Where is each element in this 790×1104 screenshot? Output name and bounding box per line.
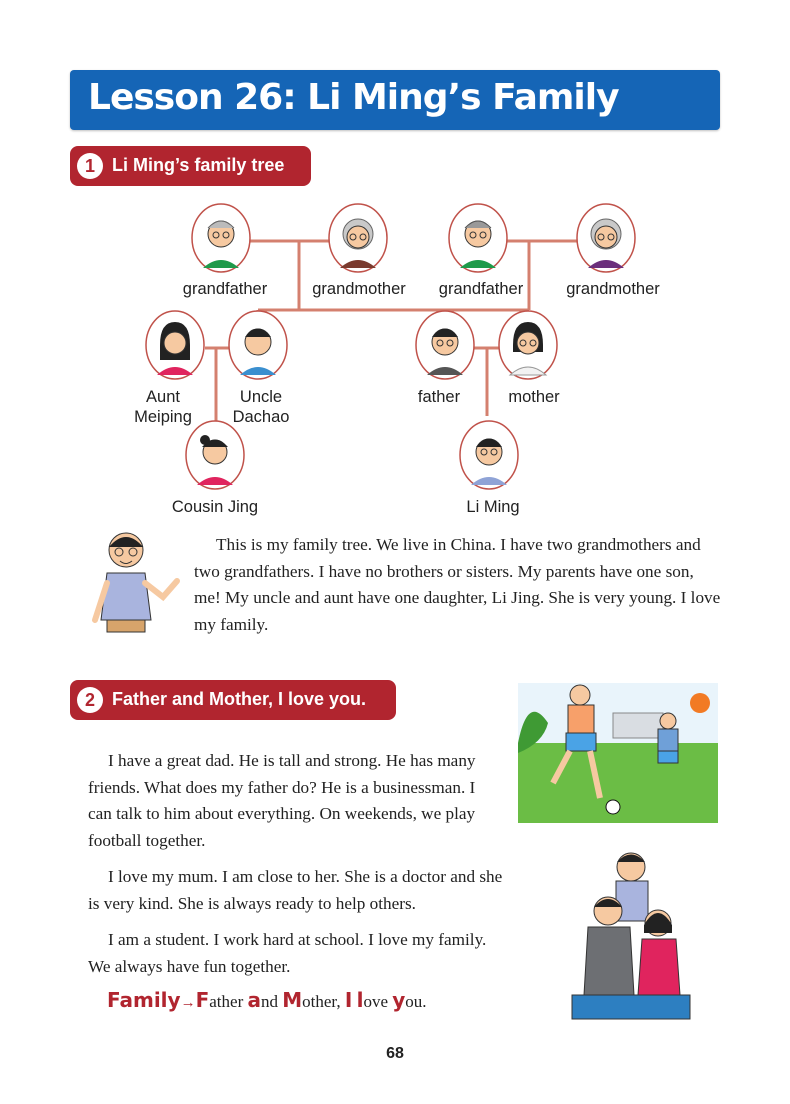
- motto-letter-a: a: [247, 988, 261, 1012]
- label-aunt-line2: Meiping: [134, 408, 192, 426]
- motto-rest-other: other,: [302, 992, 345, 1011]
- motto-letter-l: l: [356, 988, 364, 1012]
- motto-letter-i: I: [344, 988, 353, 1012]
- page-number: 68: [386, 1045, 404, 1062]
- football-illustration: [518, 683, 718, 823]
- label-aunt-line1: Aunt: [146, 388, 180, 406]
- section-1-number: 1: [77, 153, 103, 179]
- motto-letter-f: F: [195, 988, 210, 1012]
- intro-paragraph: This is my family tree. We live in China. I have two grandmothers and two grandfathers. I have no brothers or sisters. My parents have one son, me! My uncle and aunt have one daughter, Li Jing. She is very young. I love my family.: [194, 535, 721, 634]
- family-acronym-motto: [107, 988, 427, 1012]
- label-grandfather-1: grandfather: [182, 280, 268, 298]
- cousin-portrait: [186, 421, 244, 489]
- li-ming-portrait: [460, 421, 518, 489]
- paragraph-mother: I love my mum. I am close to her. She is a doctor and she is very kind. She is always ready to help others.: [88, 867, 503, 913]
- li-ming-waving-illustration: [85, 525, 190, 640]
- section-2-heading: Father and Mother, I love you.: [112, 689, 367, 709]
- label-mother: mother: [508, 388, 560, 406]
- grandfather-2-portrait: [449, 204, 507, 272]
- section-2-number: 2: [77, 687, 103, 713]
- motto-rest-ou: ou.: [405, 992, 427, 1011]
- section-2-paragraphs: [88, 748, 503, 980]
- label-father: father: [417, 388, 461, 406]
- label-li-ming: Li Ming: [466, 498, 520, 516]
- motto-arrow-icon: →: [180, 995, 196, 1011]
- section-1-heading: Li Ming’s family tree: [112, 155, 285, 175]
- family-group-illustration: [568, 845, 694, 1023]
- label-uncle-line2: Dachao: [232, 408, 290, 426]
- uncle-portrait: [229, 311, 287, 379]
- label-cousin: Cousin Jing: [171, 498, 259, 516]
- motto-rest-nd: nd: [260, 992, 283, 1011]
- grandfather-1-portrait: [192, 204, 250, 272]
- family-tree: [0, 0, 790, 530]
- motto-letter-m: M: [282, 988, 303, 1012]
- motto-rest-ather: ather: [209, 992, 248, 1011]
- motto-rest-ove: ove: [363, 992, 393, 1011]
- motto-word-family: Family: [107, 988, 181, 1012]
- father-portrait: [416, 311, 474, 379]
- label-uncle-line1: Uncle: [239, 388, 283, 406]
- label-uncle: [233, 387, 290, 427]
- aunt-portrait: [146, 311, 204, 379]
- label-grandmother-2: grandmother: [566, 280, 660, 298]
- paragraph-student: I am a student. I work hard at school. I love my family. We always have fun together.: [88, 930, 487, 976]
- mother-portrait: [499, 311, 557, 379]
- section-2-header: [70, 680, 396, 720]
- label-aunt: [134, 387, 192, 427]
- motto-letter-y: y: [392, 988, 406, 1012]
- label-grandfather-2: grandfather: [438, 280, 524, 298]
- lesson-title: Lesson 26: Li Ming’s Family: [88, 77, 619, 118]
- label-grandmother-1: grandmother: [312, 280, 406, 298]
- paragraph-father: I have a great dad. He is tall and strong. He has many friends. What does my father do? He is a businessman. I can talk to him about everything. On weekends, we play football together.: [88, 751, 476, 850]
- grandmother-2-portrait: [577, 204, 635, 272]
- grandmother-1-portrait: [329, 204, 387, 272]
